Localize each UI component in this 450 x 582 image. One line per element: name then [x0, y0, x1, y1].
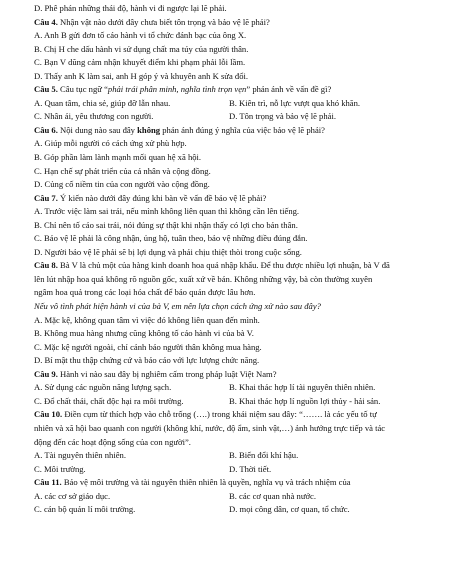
emphasis-word: không: [137, 124, 161, 135]
question-text-end: phản ánh đúng ý nghĩa của việc bảo vệ lẽ phải?: [160, 124, 325, 135]
question-text: Nội dung nào sau đây: [57, 124, 138, 135]
question-7: [34, 192, 424, 206]
answer-b: B. Kiên trì, nỗ lực vượt qua khó khăn.: [229, 97, 361, 108]
answer-c: C. Môi trường.: [34, 463, 86, 474]
question-text-cont: động đến các hoạt động sống của con người”.: [34, 436, 191, 447]
answer-b: B. Chỉ nên tố cáo sai trái, nói đúng sự thật khi nhận thấy có lợi cho bản thân.: [34, 219, 298, 230]
answer-c: C. cán bộ quản lí môi trường.: [34, 504, 136, 515]
question-number: Câu 6.: [34, 124, 58, 135]
answer-b: B. Chị H che dấu hành vi sử dụng chất ma túy của người thân.: [34, 43, 249, 54]
question-text: Hành vi nào sau đây bị nghiêm cấm trong pháp luật Việt Nam?: [57, 368, 277, 379]
answer-d: D. Bí mật thu thập chứng cứ và báo cáo với lực lượng chức năng.: [34, 355, 260, 366]
answer-a: A. Giúp mỗi người có cách ứng xử phù hợp.: [34, 138, 187, 149]
question-text-cont: ngâm hoa quả trong các loại hóa chất để bảo quản được lâu hơn.: [34, 287, 256, 298]
question-number: Câu 7.: [34, 192, 58, 203]
answer-row: [34, 503, 424, 517]
answer-row: [34, 490, 424, 504]
question-prompt: Nếu vô tình phát hiện hành vi của bà V, em nên lựa chọn cách ứng xử nào sau đây?: [34, 301, 321, 312]
question-text: Câu tục ngữ “: [57, 84, 108, 95]
answer-c: C. Bạn V dũng cảm nhận khuyết điểm khi phạm phải lỗi lầm.: [34, 57, 246, 68]
question-text: Bà V là chủ một của hàng kinh doanh hoa quả nhập khẩu. Để thu được nhiều lợi nhuận, bà V đã: [57, 260, 390, 271]
answer-c: C. Mặc kệ người ngoài, chỉ cảnh báo người thân không mua hàng.: [34, 341, 262, 352]
answer-a: A. Anh B gửi đơn tố cáo hành vi tổ chức đánh bạc của ông X.: [34, 30, 247, 41]
proverb-quote: phải trái phân minh, nghĩa tình trọn vẹn: [107, 84, 247, 95]
question-number: Câu 4.: [34, 16, 58, 27]
question-text-cont: nhiên và xã hội bao quanh con người (không khí, nước, độ ẩm, sinh vật,…) ảnh hưởng trực tiếp và tác: [34, 422, 386, 433]
question-11: [34, 476, 424, 490]
answer-a: A. các cơ sở giáo dục.: [34, 490, 111, 501]
question-5: [34, 83, 424, 97]
answer-row: [34, 97, 424, 111]
question-8: [34, 259, 424, 273]
answer-b: B. Khai thác hợp lí tài nguyên thiên nhiên.: [229, 382, 376, 393]
answer-d: D. Tôn trọng và bảo vệ lẽ phải.: [229, 111, 336, 122]
answer-d: B. Khai thác hợp lí nguồn lợi thủy - hải sản.: [229, 395, 381, 406]
question-number: Câu 5.: [34, 84, 58, 95]
question-text: Nhận vật nào dưới đây chưa biết tôn trọng và bảo vệ lẽ phải?: [57, 16, 270, 27]
answer-c: C. Bảo vệ lẽ phải là công nhận, ủng hộ, tuân theo, bảo vệ những điều đúng đắn.: [34, 233, 308, 244]
answer-d: D. Thấy anh K làm sai, anh H góp ý và khuyên anh K sửa đổi.: [34, 70, 249, 81]
answer-b: B. Biến đổi khí hậu.: [229, 450, 299, 461]
question-6: [34, 124, 424, 138]
question-text: Ý kiến nào dưới đây đúng khi bàn về vấn đề bảo vệ lẽ phải?: [57, 192, 267, 203]
question-text-cont: lên lút nhập hoa quả không rõ nguồn gốc, xuất xứ về bán. Không những vậy, bà còn thường xuyên: [34, 273, 373, 284]
answer-b: B. Không mua hàng nhưng cũng không tố cáo hành vi của bà V.: [34, 328, 254, 339]
answer-a: A. Mặc kệ, không quan tâm vì việc đó không liên quan đến mình.: [34, 314, 260, 325]
answer-row: [34, 381, 424, 395]
answer-a: A. Sử dụng các nguồn năng lượng sạch.: [34, 382, 172, 393]
answer-row: [34, 463, 424, 477]
question-9: [34, 368, 424, 382]
answer-row: [34, 110, 424, 124]
answer-a: A. Tài nguyên thiên nhiên.: [34, 450, 126, 461]
answer-text: D. Phê phán những thái độ, hành vi đi ngược lại lẽ phải.: [34, 3, 227, 13]
question-4: [34, 16, 424, 30]
question-10: [34, 408, 424, 422]
answer-c: C. Hạn chế sự phát triển của cá nhân và cộng đồng.: [34, 165, 211, 176]
question-text: Điền cụm từ thích hợp vào chỗ trống (….) trong khái niệm sau đây: “……. là các yếu tố tự: [62, 409, 377, 420]
answer-row: [34, 395, 424, 409]
answer-d: D. Người bảo vệ lẽ phải sẽ bị lợi dụng và phải chịu thiệt thòi trong cuộc sống.: [34, 246, 302, 257]
answer-a: A. Trước việc làm sai trái, nếu mình không liên quan thì không cần lên tiếng.: [34, 206, 300, 217]
answer-b: B. Góp phần làm lành mạnh mối quan hệ xã hội.: [34, 152, 202, 163]
question-number: Câu 8.: [34, 260, 58, 271]
question-number: Câu 10.: [34, 409, 63, 420]
question-number: Câu 9.: [34, 368, 58, 379]
answer-row: [34, 449, 424, 463]
answer-c: C. Đổ chất thải, chất độc hại ra môi trường.: [34, 395, 184, 406]
answer-c: C. Nhân ái, yêu thương con người.: [34, 111, 154, 122]
answer-d: D. Củng cố niềm tin của con người vào cộng đồng.: [34, 179, 210, 190]
answer-a: A. Quan tâm, chia sẻ, giúp đỡ lẫn nhau.: [34, 97, 171, 108]
answer-b: B. các cơ quan nhà nước.: [229, 490, 316, 501]
answer-d: D. mọi công dân, cơ quan, tổ chức.: [229, 504, 350, 515]
answer-d: D. Thời tiết.: [229, 463, 272, 474]
question-text-end: ” phản ánh về vấn đề gì?: [246, 84, 332, 95]
question-number: Câu 11.: [34, 477, 62, 488]
question-text: Bảo vệ môi trường và tài nguyên thiên nhiên là quyền, nghĩa vụ và trách nhiệm của: [61, 477, 351, 488]
